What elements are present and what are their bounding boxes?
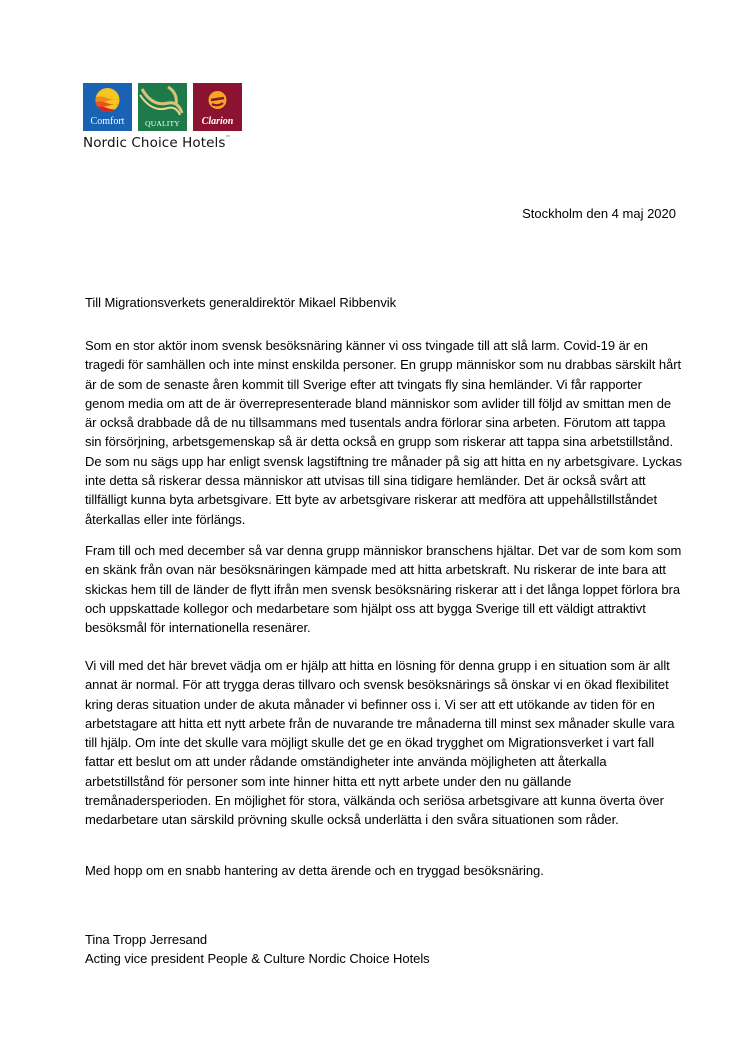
closing-text: Med hopp om en snabb hantering av detta ärende och en tryggad besöksnäring. bbox=[85, 863, 544, 878]
paragraph-text: Som en stor aktör inom svensk besöksnäring känner vi oss tvingade till att slå larm. Covid-19 är en tragedi för samhällen och inte minst enskilda personer. En grupp människor som nu drabbas särskilt hårt är de som de senaste åren kommit till Sverige efter att tvingats fly sina hemländer. Vi får rapporter genom media om att de är överrepresenterade bland människor som avlider till följd av smittan men de är också drabbade då de nu tillsammans med tusentals andra förlorar sina arbeten. Förutom att tappa sin försörjning, arbetsgemenskap så är detta också en grupp som riskerar att tappa sina arbetstillstånd. De som nu sägs upp har enligt svensk lagstiftning tre månader på sig att hitta en ny arbetsgivare. Lyckas inte detta så riskerar dessa människor att utvisas till sina tidigare hemländer. Det är också svårt att tillfälligt kunna byta arbetsgivare. Ett byte av arbetsgivare riskerar att medföra att uppehållstillståndet återkallas eller inte förlängs. bbox=[85, 338, 682, 527]
paragraph-2 bbox=[85, 541, 683, 637]
wordmark-text: Nordic Choice Hotels bbox=[83, 135, 226, 151]
signature-block bbox=[85, 930, 683, 969]
signer-title: Acting vice president People & Culture Nordic Choice Hotels bbox=[85, 951, 430, 967]
paragraph-1 bbox=[85, 336, 683, 529]
quality-logo bbox=[138, 83, 187, 131]
paragraph-text: Fram till och med december så var denna grupp människor branschens hjältar. Det var de som kom som en skänk från ovan när besöksnäringen kämpade med att hitta arbetskraft. Nu riskerar de inte bara att skickas hem till de länder de flytt ifrån men svensk besöksnäring riskerar att i det långa loppet förlora bra och uppskattade kollegor och medarbetare som hjälpt oss att bygga Sverige till ett väldigt attraktivt besöksmål för internationella resenärer. bbox=[85, 543, 682, 636]
paragraph-3 bbox=[85, 656, 683, 830]
clarion-logo bbox=[193, 83, 242, 131]
signer-name: Tina Tropp Jerresand bbox=[85, 932, 208, 947]
quality-label: QUALITY bbox=[145, 118, 180, 128]
paragraph-text: Vi vill med det här brevet vädja om er hjälp att hitta en lösning för denna grupp i en situation som är allt annat är normal. För att trygga deras tillvaro och svensk besöksnärings så önskar vi en ökad flexibilitet kring deras situation under de akuta månader vi befinner oss i. Vi ser att ett utökande av tiden för en arbetstagare att hitta ett nytt arbete från de nuvarande tre månaderna till minst sex månader skulle vara till hjälp. Om inte det skulle vara möjligt skulle det ge en ökad trygghet om Migrationsverket i vart fall fattar ett beslut om att under rådande omständigheter inte använda möjligheten att återkalla arbetstillstånd för personer som inte hinner hitta ett nytt arbete under den nu gällande tremånadersperioden. En möjlighet för stora, välkända och seriösa arbetsgivare att kunna överta över medarbetare utan särskild prövning skulle också underlätta i den svåra situationen som råder. bbox=[85, 658, 675, 828]
e-circle-icon bbox=[193, 83, 242, 117]
comfort-logo bbox=[83, 83, 132, 131]
q-swirl-icon bbox=[138, 83, 187, 117]
trademark-symbol: ™ bbox=[225, 135, 231, 141]
addressee-text: Till Migrationsverkets generaldirektör Mikael Ribbenvik bbox=[85, 295, 397, 310]
addressee bbox=[85, 293, 683, 312]
closing-line bbox=[85, 861, 683, 880]
comfort-label: Comfort bbox=[90, 116, 125, 127]
nordic-choice-hotels-logo bbox=[83, 83, 253, 151]
sun-icon bbox=[83, 83, 132, 117]
brand-logos bbox=[83, 83, 253, 131]
date-line: Stockholm den 4 maj 2020 bbox=[522, 206, 676, 221]
company-wordmark bbox=[83, 135, 253, 151]
clarion-label: Clarion bbox=[201, 116, 234, 127]
